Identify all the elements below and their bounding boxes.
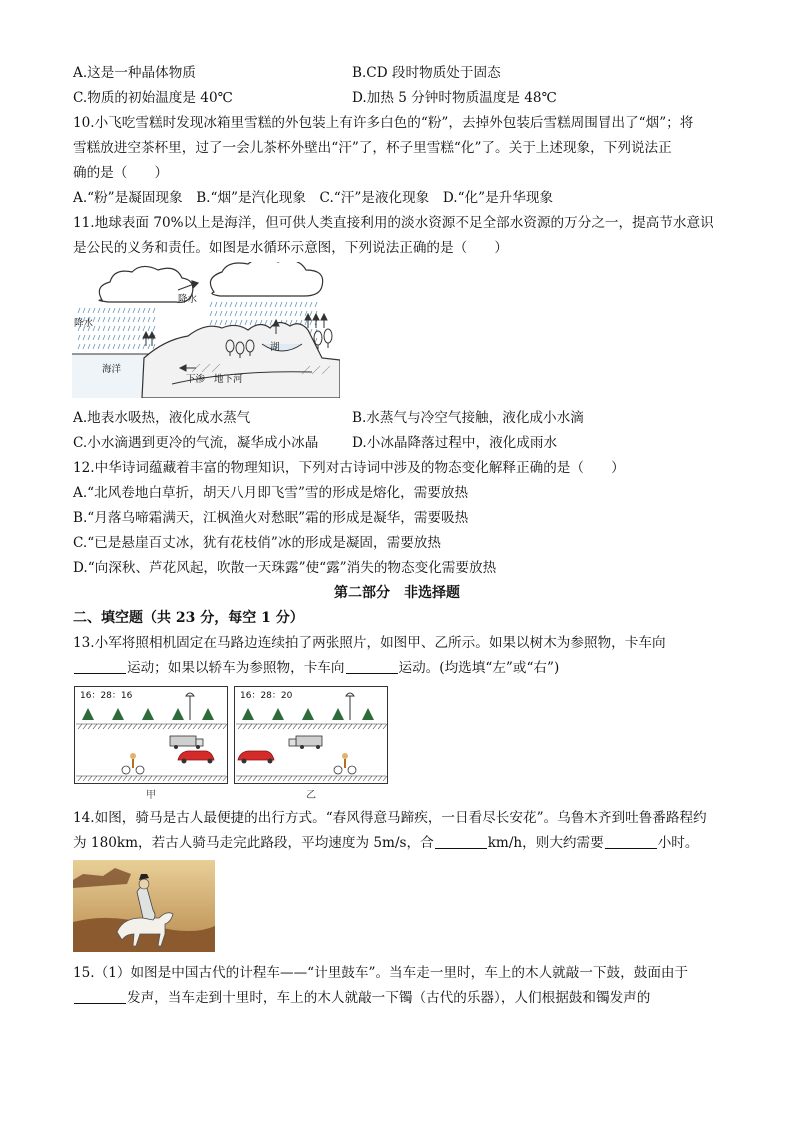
rain-streak (88, 335, 90, 340)
rain-streak (305, 302, 307, 307)
rain-streak (265, 320, 267, 325)
rain-streak (275, 311, 277, 316)
timestamp-a: 16：28：16 (80, 691, 133, 701)
rain-streak (210, 311, 212, 316)
label-rain-left: 降水 (74, 318, 94, 329)
blank-q13-1[interactable] (74, 659, 126, 674)
rain-streak (220, 320, 222, 325)
rain-streak (245, 320, 247, 325)
blank-q13-2[interactable] (346, 659, 398, 674)
rain-streak (255, 311, 257, 316)
horse-rider-painting (73, 860, 215, 952)
rain-streak (128, 308, 130, 313)
q12-option-a: A.“北风卷地白草折，胡天八月即飞雪”雪的形成是熔化，需要放热 (73, 485, 469, 501)
q12-stem: 12.中华诗词蕴藏着丰富的物理知识，下列对古诗词中涉及的物态变化解释正确的是（ ） (73, 460, 625, 476)
rain-streak (78, 344, 80, 349)
rain-streak (245, 302, 247, 307)
rain-streak (230, 302, 232, 307)
rain-streak (275, 302, 277, 307)
q14-text-a: 为 180km，若古人骑马走完此路段，平均速度为 5m/s，合 (73, 835, 434, 851)
rain-streak (230, 320, 232, 325)
q15-text: 发声，当车走到十里时，车上的木人就敲一下镯（古代的乐器），人们根据鼓和镯发声的 (127, 990, 651, 1006)
q11-stem-line2: 是公民的义务和责任。如图是水循环示意图，下列说法正确的是（ ） (73, 240, 508, 256)
rain-streak (113, 317, 115, 322)
section2-title: 二、填空题（共 23 分，每空 1 分） (73, 610, 304, 626)
rain-streak (118, 317, 120, 322)
q11-option-c: C.小水滴遇到更冷的气流，凝华成小冰晶 (73, 435, 319, 451)
rain-streak (98, 335, 100, 340)
rain-streak (245, 311, 247, 316)
rain-streak (290, 320, 292, 325)
caption-jia: 甲 (146, 790, 156, 801)
rain-streak (118, 326, 120, 331)
rain-streak (300, 311, 302, 316)
rain-streak (98, 308, 100, 313)
rain-streak (270, 320, 272, 325)
rain-streak (225, 311, 227, 316)
q15-stem-line2 (73, 988, 650, 1008)
rain-streak (230, 311, 232, 316)
rain-streak (83, 308, 85, 313)
rain-streak (285, 302, 287, 307)
rain-streak (225, 302, 227, 307)
rain-streak (93, 344, 95, 349)
rain-streak (235, 302, 237, 307)
label-lake: 湖 (270, 342, 280, 353)
blank-q15-1[interactable] (74, 989, 126, 1004)
rain-streak (88, 344, 90, 349)
rain-streak (133, 326, 135, 331)
rain-streak (93, 326, 95, 331)
rain-streak (98, 344, 100, 349)
q10-stem-line3: 确的是（ ） (73, 165, 169, 181)
photo-frame (75, 687, 228, 784)
rain-streak (138, 335, 140, 340)
rain-streak (250, 320, 252, 325)
rain-streak (133, 317, 135, 322)
rain-streak (103, 308, 105, 313)
rain-streak (133, 344, 135, 349)
caption-yi: 乙 (306, 790, 316, 801)
rain-streak (138, 317, 140, 322)
rain-streak (295, 302, 297, 307)
rain-streak (118, 344, 120, 349)
q14-text-b: km/h，则大约需要 (487, 835, 604, 851)
rain-streak (143, 308, 145, 313)
rain-streak (295, 311, 297, 316)
rain-streak (93, 317, 95, 322)
rain-streak (290, 311, 292, 316)
rain-streak (88, 308, 90, 313)
q12-option-d: D.“向深秋、芦花风起，吹散一天珠露”使“露”消失的物态变化需要放热 (73, 560, 497, 576)
rain-streak (138, 344, 140, 349)
rain-streak (113, 344, 115, 349)
blank-q14-1[interactable] (435, 834, 487, 849)
rain-streak (128, 326, 130, 331)
rain-streak (123, 326, 125, 331)
rain-streak (265, 302, 267, 307)
q12-option-b: B.“月落乌啼霜满天，江枫渔火对愁眠”霜的形成是凝华，需要吸热 (73, 510, 469, 526)
rain-streak (153, 326, 155, 331)
q15-stem-line1: 15.（1）如图是中国古代的计程车——“计里鼓车”。当车走一里时，车上的木人就敲一下鼓，鼓面由于 (73, 965, 689, 981)
right-cloud (210, 262, 322, 296)
rain-streak (315, 302, 317, 307)
rain-streak (270, 311, 272, 316)
rain-streak (143, 326, 145, 331)
label-seep: 下渗 (186, 374, 206, 385)
photo-jia (74, 686, 228, 784)
rain-streak (103, 344, 105, 349)
q11-option-b: B.水蒸气与冷空气接触，液化成小水滴 (352, 410, 584, 426)
rain-streak (310, 320, 312, 325)
rain-streak (215, 311, 217, 316)
label-rain-right: 降水 (178, 294, 198, 305)
q14-stem-line2 (73, 833, 699, 853)
rain-streak (220, 302, 222, 307)
rain-streak (128, 317, 130, 322)
q13-stem-line2 (73, 658, 559, 678)
q12-option-c: C.“已是悬崖百丈冰，犹有花枝俏”冰的形成是凝固，需要放热 (73, 535, 441, 551)
photo-yi (234, 686, 388, 784)
rain-streak (280, 302, 282, 307)
rain-streak (93, 308, 95, 313)
rain-streak (148, 317, 150, 322)
q11-stem-line1: 11.地球表面 70%以上是海洋，但可供人类直接利用的淡水资源不足全部水资源的万分之一，提高节水意识 (73, 215, 714, 231)
rain-streak (143, 317, 145, 322)
q9-option-c: C.物质的初始温度是 40℃ (73, 90, 233, 106)
rain-streak (310, 302, 312, 307)
rain-streak (103, 335, 105, 340)
rain-streak (270, 302, 272, 307)
rain-streak (153, 317, 155, 322)
rain-streak (123, 308, 125, 313)
rain-streak (305, 311, 307, 316)
rain-streak (240, 302, 242, 307)
rain-streak (98, 317, 100, 322)
timestamp-b: 16：28：20 (240, 691, 293, 701)
rain-streak (108, 335, 110, 340)
rain-streak (250, 302, 252, 307)
label-underground-river: 地下河 (214, 374, 243, 385)
rain-streak (215, 302, 217, 307)
rain-streak (83, 344, 85, 349)
rain-streak (123, 344, 125, 349)
rain-streak (310, 329, 312, 334)
rain-streak (290, 302, 292, 307)
blank-q14-2[interactable] (605, 834, 657, 849)
rain-streak (123, 335, 125, 340)
rain-streak (310, 311, 312, 316)
q11-option-a: A.地表水吸热，液化成水蒸气 (73, 410, 251, 426)
rain-streak (255, 302, 257, 307)
rain-streak (118, 308, 120, 313)
rain-streak (83, 335, 85, 340)
part2-title: 第二部分 非选择题 (334, 585, 460, 601)
photo-frame (235, 687, 388, 784)
rain-streak (103, 326, 105, 331)
q10-stem-line2: 雪糕放进空茶杯里，过了一会儿茶杯外壁出“汗”了，杯子里雪糕“化”了。关于上述现象，下列说法正 (73, 140, 672, 156)
rain-streak (128, 335, 130, 340)
rain-streak (133, 308, 135, 313)
q9-option-b: B.CD 段时物质处于固态 (352, 65, 501, 81)
rain-streak (210, 320, 212, 325)
rain-streak (148, 344, 150, 349)
rain-streak (255, 320, 257, 325)
rain-streak (260, 302, 262, 307)
q10-options: A.“粉”是凝固现象 B.“烟”是汽化现象 C.“汗”是液化现象 D.“化”是升华现象 (73, 190, 554, 206)
land (142, 322, 340, 398)
rain-streak (113, 335, 115, 340)
rain-streak (225, 320, 227, 325)
rain-streak (103, 317, 105, 322)
rain-streak (153, 308, 155, 313)
rain-streak (280, 311, 282, 316)
rain-streak (265, 311, 267, 316)
rain-streak (260, 311, 262, 316)
q10-stem-line1: 10.小飞吃雪糕时发现冰箱里雪糕的外包装上有许多白色的“粉”，去掉外包装后雪糕周围冒出了“烟”；将 (73, 115, 694, 131)
rain-streak (215, 320, 217, 325)
rain-streak (123, 317, 125, 322)
water-cycle-diagram (72, 262, 340, 398)
rain-streak (220, 311, 222, 316)
rain-streak (148, 326, 150, 331)
q9-option-d: D.加热 5 分钟时物质温度是 48℃ (352, 90, 557, 106)
q13-text-a: 运动；如果以轿车为参照物，卡车向 (127, 660, 345, 676)
rain-streak (300, 302, 302, 307)
rain-streak (78, 308, 80, 313)
rain-streak (305, 320, 307, 325)
rain-streak (240, 320, 242, 325)
rain-streak (285, 311, 287, 316)
rain-streak (138, 326, 140, 331)
rain-streak (235, 320, 237, 325)
rain-streak (240, 311, 242, 316)
rain-streak (78, 335, 80, 340)
rain-streak (210, 302, 212, 307)
rain-streak (128, 344, 130, 349)
rain-streak (148, 308, 150, 313)
rain-streak (250, 311, 252, 316)
q11-option-d: D.小冰晶降落过程中，液化成雨水 (352, 435, 558, 451)
rain-streak (133, 335, 135, 340)
rain-streak (108, 308, 110, 313)
label-ocean: 海洋 (102, 364, 122, 375)
rain-streak (93, 335, 95, 340)
rain-streak (235, 311, 237, 316)
q13-text-b: 运动。(均选填“左”或“右”) (398, 660, 560, 676)
rain-streak (98, 326, 100, 331)
q14-text-c: 小时。 (657, 835, 699, 851)
rain-streak (108, 326, 110, 331)
rain-streak (118, 335, 120, 340)
q14-stem-line1: 14.如图，骑马是古人最便捷的出行方式。“春风得意马蹄疾，一日看尽长安花”。乌鲁木齐到吐鲁番路程约 (73, 810, 707, 826)
rain-streak (143, 344, 145, 349)
rain-streak (153, 344, 155, 349)
rain-streak (108, 317, 110, 322)
rain-streak (138, 308, 140, 313)
rain-streak (113, 308, 115, 313)
rain-streak (108, 344, 110, 349)
q13-stem-line1: 13.小军将照相机固定在马路边连续拍了两张照片，如图甲、乙所示。如果以树木为参照物，卡车向 (73, 635, 666, 651)
rain-streak (113, 326, 115, 331)
q9-option-a: A.这是一种晶体物质 (73, 65, 196, 81)
